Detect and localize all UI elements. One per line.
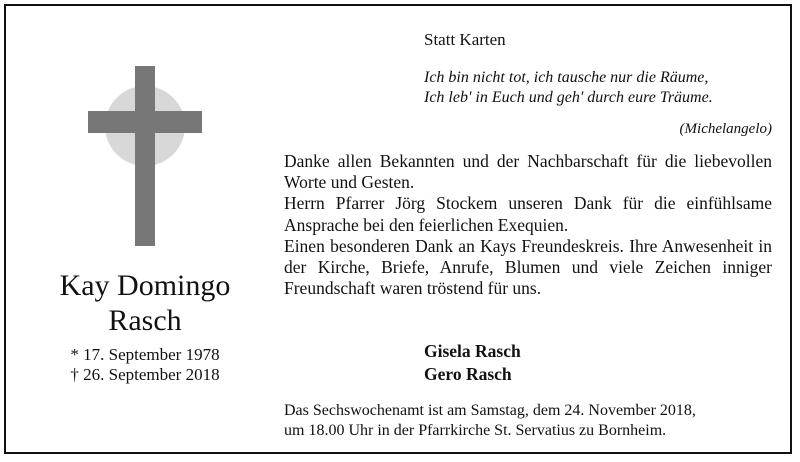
celtic-cross-icon [85,66,205,246]
deceased-name [40,268,250,338]
thanks-paragraph-2: Herrn Pfarrer Jörg Stockem unseren Dank für die einfühlsame Ansprache bei den feierlichen Exequien. [284,193,772,235]
death-date: † 26. September 2018 [70,365,220,384]
poem-attribution: (Michelangelo) [679,121,772,137]
deceased-name-line-1: Kay Domingo [59,269,231,302]
thanks-paragraph-3: Einen besonderen Dank an Kays Freundeskreis. Ihre Anwesenheit in der Kirche, Briefe, Anrufe, Blumen und viele Zeichen inniger Freundschaft waren tröstend für uns. [284,235,772,299]
deceased-name-line-2: Rasch [108,304,182,337]
header-text: Statt Karten [424,30,506,49]
poem-line-1: Ich bin nicht tot, ich tausche nur die Räume, [424,69,709,86]
poem [424,68,713,108]
signatures [424,340,521,386]
birth-date: * 17. September 1978 [70,345,220,364]
poem-line-2: Ich leb' in Euch und geh' durch eure Träume. [424,89,713,106]
service-line-2: um 18.00 Uhr in der Pfarrkirche St. Servatius zu Bornheim. [284,422,667,439]
service-line-1: Das Sechswochenamt ist am Samstag, dem 24. November 2018, [284,402,696,419]
service-note [284,401,696,441]
thanks-paragraph-1: Danke allen Bekannten und der Nachbarschaft für die liebevollen Worte und Gesten. [284,151,772,193]
signature-2: Gero Rasch [424,364,512,384]
life-dates [45,345,245,385]
signature-1: Gisela Rasch [424,341,521,361]
thanks-block [284,151,772,299]
